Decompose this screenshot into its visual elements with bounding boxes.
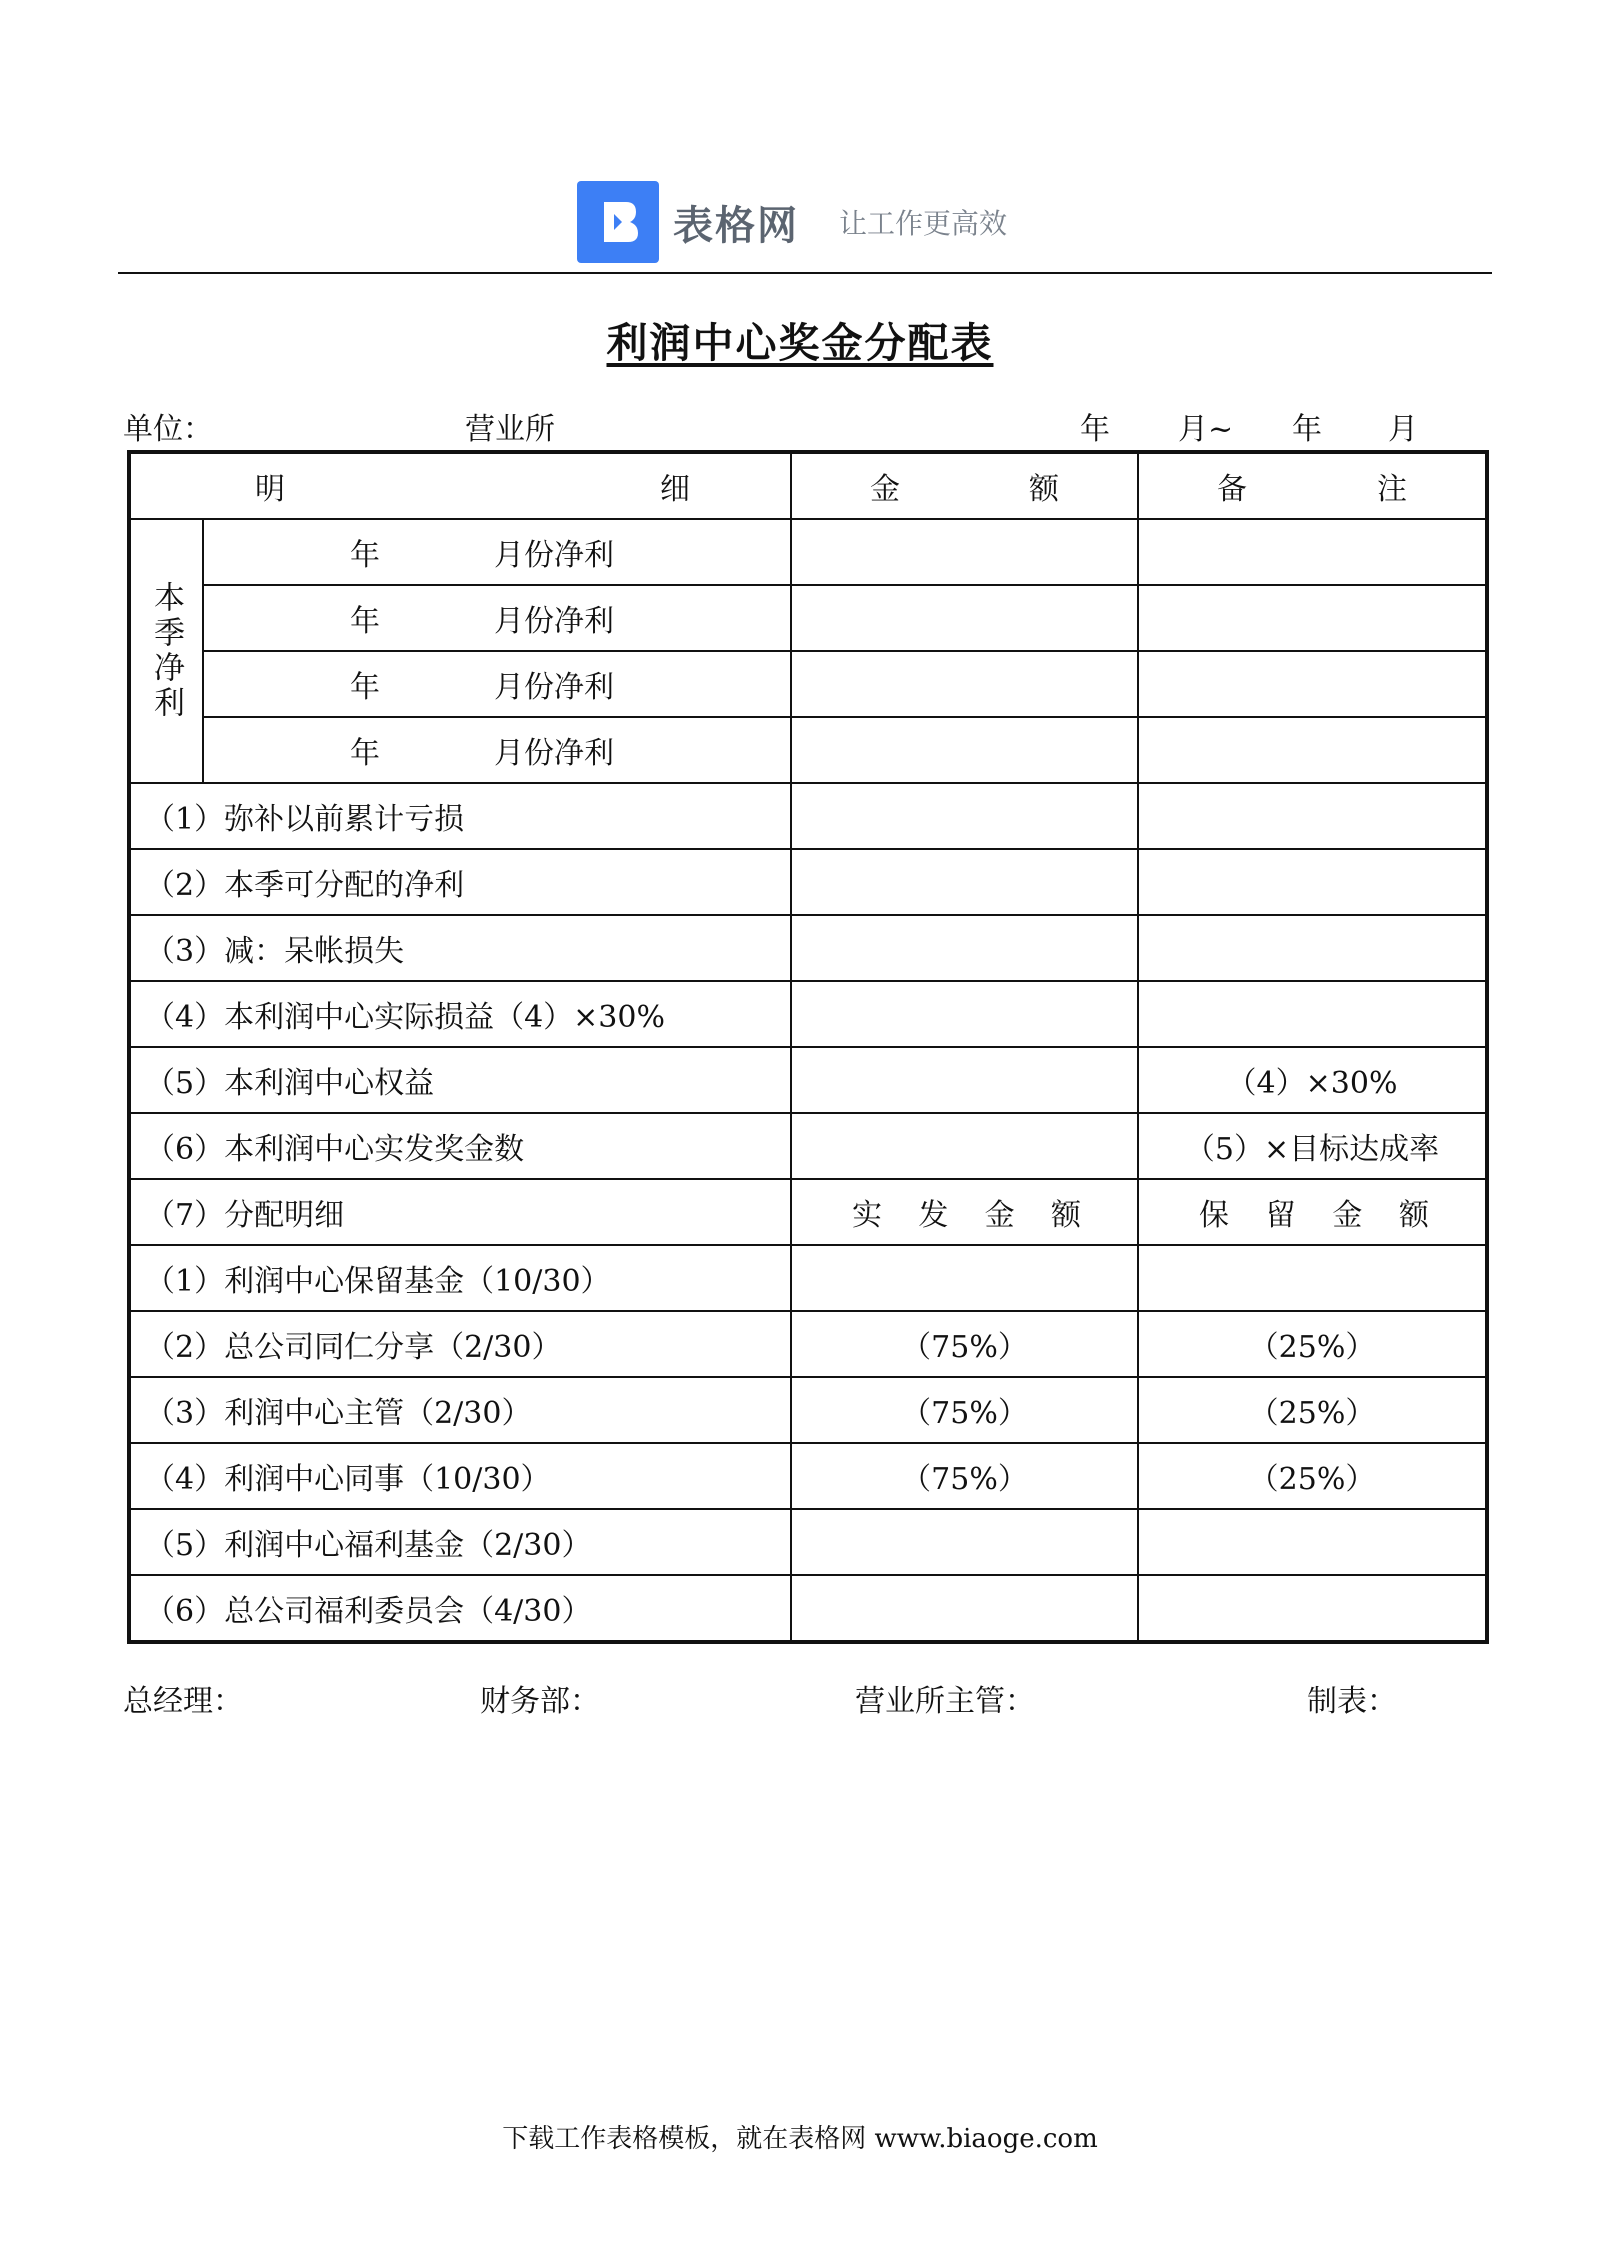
kept-amount-header: 保 留 金 额 (1138, 1179, 1487, 1245)
distribution-row (129, 1311, 1487, 1377)
b-logo-icon (577, 181, 659, 263)
quarter-row (129, 519, 1487, 585)
kept-cell[interactable]: （25%） (1138, 1443, 1487, 1509)
remark-cell[interactable]: （4）×30% (1138, 1047, 1487, 1113)
row-label: （4）本利润中心实际损益（4）×30% (129, 981, 791, 1047)
paid-cell[interactable] (791, 1509, 1138, 1575)
remark-cell[interactable] (1138, 981, 1487, 1047)
header-detail: 明 细 (129, 452, 791, 519)
quarter-row (129, 717, 1487, 783)
quarter-month-cell: 年 月份净利 (203, 717, 791, 783)
row-label: （2）总公司同仁分享（2/30） (129, 1311, 791, 1377)
unit-label: 单位： (123, 412, 213, 447)
remark-cell[interactable] (1138, 849, 1487, 915)
paid-cell[interactable]: （75%） (791, 1443, 1138, 1509)
row-label: （2）本季可分配的净利 (129, 849, 791, 915)
table-row (129, 783, 1487, 849)
table-row (129, 915, 1487, 981)
distribution-row (129, 1377, 1487, 1443)
bonus-distribution-table (127, 450, 1489, 1644)
amount-cell[interactable] (791, 849, 1138, 915)
remark-cell[interactable] (1138, 651, 1487, 717)
brand-slogan: 让工作更高效 (839, 207, 1008, 240)
table-row (129, 1047, 1487, 1113)
amount-cell[interactable] (791, 585, 1138, 651)
brand-name: 表格网 (673, 202, 799, 249)
table-row (129, 981, 1487, 1047)
header-divider (118, 272, 1492, 274)
row-label: （1）弥补以前累计亏损 (129, 783, 791, 849)
header-amount: 金 额 (791, 452, 1138, 519)
remark-cell[interactable] (1138, 717, 1487, 783)
distribution-header-row (129, 1179, 1487, 1245)
finance-dept-label: 财务部： (480, 1684, 600, 1719)
unit-value: 营业所 (465, 412, 555, 447)
amount-cell[interactable] (791, 717, 1138, 783)
preparer-label: 制表： (1307, 1684, 1397, 1719)
amount-cell[interactable] (791, 519, 1138, 585)
row-label: （5）本利润中心权益 (129, 1047, 791, 1113)
row-label: （4）利润中心同事（10/30） (129, 1443, 791, 1509)
page-title: 利润中心奖金分配表 (606, 319, 994, 367)
office-head-label: 营业所主管： (855, 1684, 1035, 1719)
amount-cell[interactable] (791, 783, 1138, 849)
remark-cell[interactable] (1138, 519, 1487, 585)
row-label: （3）减：呆帐损失 (129, 915, 791, 981)
header-remark: 备 注 (1138, 452, 1487, 519)
footer-note: 下载工作表格模板，就在表格网 www.biaoge.com (502, 2124, 1098, 2154)
remark-cell[interactable] (1138, 915, 1487, 981)
kept-cell[interactable]: （25%） (1138, 1377, 1487, 1443)
kept-cell[interactable] (1138, 1575, 1487, 1642)
paid-amount-header: 实 发 金 额 (791, 1179, 1138, 1245)
header-logo (577, 180, 1007, 264)
quarter-row (129, 585, 1487, 651)
paid-cell[interactable]: （75%） (791, 1377, 1138, 1443)
paid-cell[interactable]: （75%） (791, 1311, 1138, 1377)
quarter-month-cell: 年 月份净利 (203, 585, 791, 651)
kept-cell[interactable] (1138, 1509, 1487, 1575)
amount-cell[interactable] (791, 1047, 1138, 1113)
row-label: （6）本利润中心实发奖金数 (129, 1113, 791, 1179)
table-header-row (129, 452, 1487, 519)
paid-cell[interactable] (791, 1245, 1138, 1311)
amount-cell[interactable] (791, 915, 1138, 981)
period-month-end: 月 (1388, 412, 1418, 447)
row-label: （5）利润中心福利基金（2/30） (129, 1509, 791, 1575)
distribution-row (129, 1443, 1487, 1509)
period-year-start: 年 (1080, 412, 1110, 447)
remark-cell[interactable]: （5）×目标达成率 (1138, 1113, 1487, 1179)
paid-cell[interactable] (791, 1575, 1138, 1642)
distribution-row (129, 1509, 1487, 1575)
distribution-label: （7）分配明细 (129, 1179, 791, 1245)
kept-cell[interactable] (1138, 1245, 1487, 1311)
table-row (129, 849, 1487, 915)
remark-cell[interactable] (1138, 783, 1487, 849)
distribution-row (129, 1575, 1487, 1642)
row-label: （6）总公司福利委员会（4/30） (129, 1575, 791, 1642)
amount-cell[interactable] (791, 1113, 1138, 1179)
quarter-label: 本季净利 (129, 519, 203, 783)
distribution-row (129, 1245, 1487, 1311)
quarter-month-cell: 年 月份净利 (203, 519, 791, 585)
quarter-row (129, 651, 1487, 717)
period-month-start: 月~ (1178, 412, 1234, 447)
amount-cell[interactable] (791, 651, 1138, 717)
amount-cell[interactable] (791, 981, 1138, 1047)
kept-cell[interactable]: （25%） (1138, 1311, 1487, 1377)
quarter-month-cell: 年 月份净利 (203, 651, 791, 717)
general-manager-label: 总经理： (123, 1684, 243, 1719)
remark-cell[interactable] (1138, 585, 1487, 651)
row-label: （3）利润中心主管（2/30） (129, 1377, 791, 1443)
row-label: （1）利润中心保留基金（10/30） (129, 1245, 791, 1311)
table-row (129, 1113, 1487, 1179)
period-year-end: 年 (1292, 412, 1322, 447)
